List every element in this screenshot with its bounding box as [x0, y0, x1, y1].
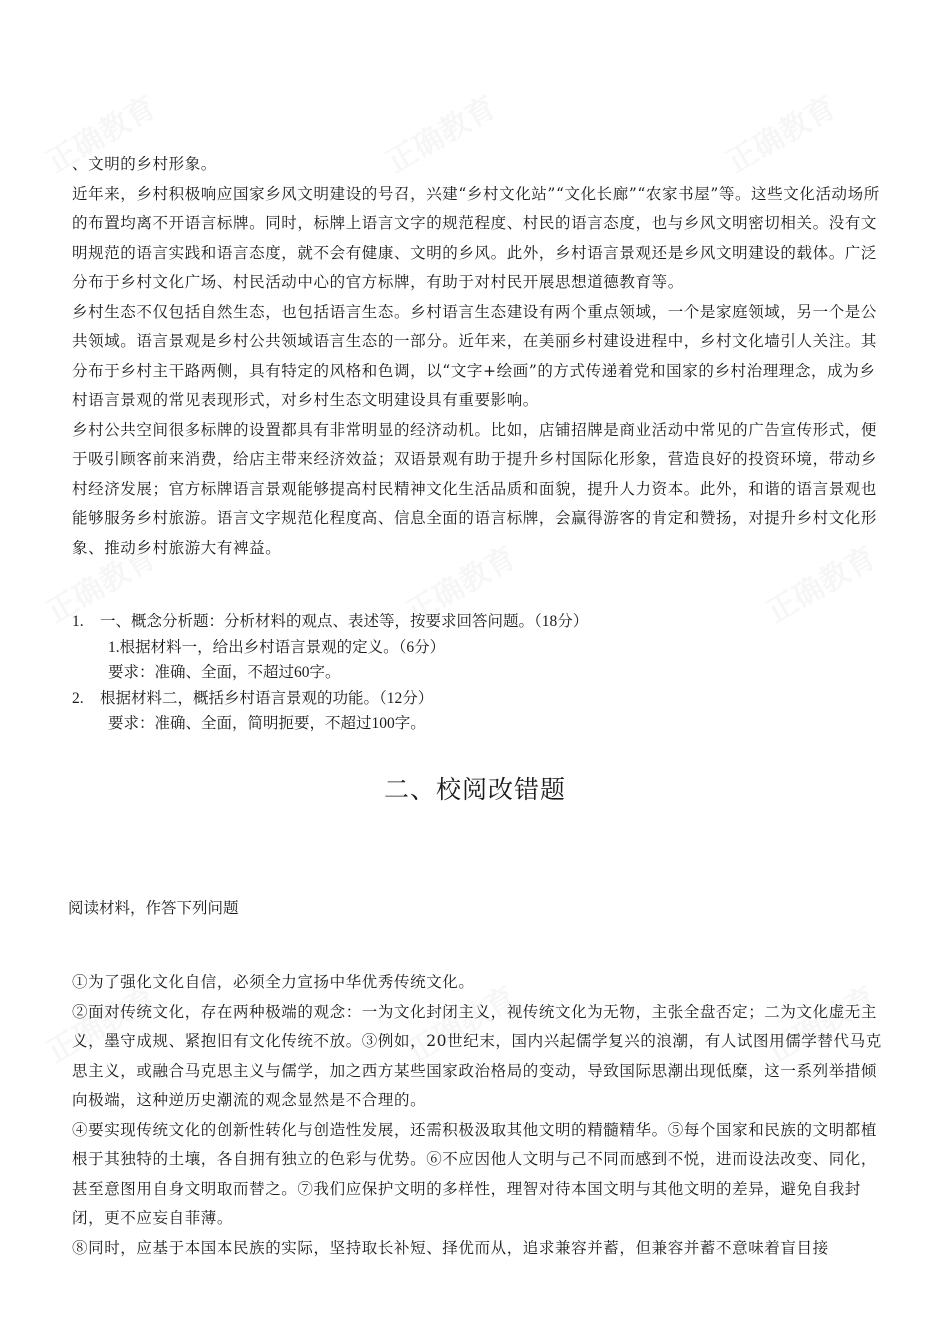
- question-title: 一、概念分析题：分析材料的观点、表述等，按要求回答问题。（18分）: [100, 613, 589, 630]
- question-number: 2.: [72, 689, 84, 707]
- paragraph: 近年来，乡村积极响应国家乡风文明建设的号召，兴建“乡村文化站”“文化长廊”“农家书屋”等。这些文化活动场所的布置均离不开语言标牌。同时，标牌上语言文字的规范程度、村民的语言态度，也与乡风文明密切相关。没有文明规范的语言实践和语言态度，就不会有健康、文明的乡风。此外，乡村语言景观还是乡风文明建设的载体。广泛分布于乡村文化广场、村民活动中心的官方标牌，有助于对村民开展思想道德教育等。: [72, 184, 880, 291]
- sub-question: 1.根据材料一，给出乡村语言景观的定义。（6分）: [108, 638, 446, 656]
- paragraph: 、文明的乡村形象。: [72, 155, 217, 173]
- paragraph: ⑧同时，应基于本国本民族的实际，坚持取长补短、择优而从，追求兼容并蓄，但兼容并蓄不意味着盲目接: [72, 1238, 829, 1257]
- question-list: [72, 609, 882, 737]
- passage-text: [72, 968, 882, 1263]
- paragraph: ④要实现传统文化的创新性转化与创造性发展，还需积极汲取其他文明的精髓精华。⑤每个国家和民族的文明都植根于其独特的土壤，各自拥有独立的色彩与优势。⑥不应因他人文明与己不同而感到不悦，进而设法改变、同化，甚至意图用自身文明取而替之。⑦我们应保护文明的多样性，理智对待本国文明与其他文明的差异，避免自我封闭，更不应妄自菲薄。: [72, 1120, 878, 1227]
- section-heading: 二、校阅改错题: [383, 777, 566, 804]
- instruction-text: 阅读材料，作答下列问题: [68, 900, 239, 917]
- question-title: 根据材料二，概括乡村语言景观的功能。（12分）: [100, 689, 434, 707]
- paragraph: ①为了强化文化自信，必须全力宣扬中华优秀传统文化。: [72, 973, 475, 991]
- requirement: 要求：准确、全面，不超过60字。: [108, 664, 341, 681]
- question-2: [72, 686, 882, 712]
- paragraph: 乡村公共空间很多标牌的设置都具有非常明显的经济动机。比如，店铺招牌是商业活动中常见的广告宣传形式，便于吸引顾客前来消费，给店主带来经济效益；双语景观有助于提升乡村国际化形象，营造良好的投资环境，带动乡村经济发展；官方标牌语言景观能够提高村民精神文化生活品质和面貌，提升人力资本。此外，和谐的语言景观也能够服务乡村旅游。语言文字规范化程度高、信息全面的语言标牌，会赢得游客的肯定和赞扬，对提升乡村文化形象、推动乡村旅游大有裨益。: [72, 420, 878, 557]
- material-text: [72, 150, 882, 563]
- paragraph: ②面对传统文化，存在两种极端的观念：一为文化封闭主义，视传统文化为无物，主张全盘否定；二为文化虚无主义，墨守成规、紧抱旧有文化传统不放。③例如，20世纪末，国内兴起儒学复兴的浪潮，有人试图用儒学替代马克思主义，或融合马克思主义与儒学，加之西方某些国家政治格局的变动，导致国际思潮出现低糜，这一系列举措倾向极端，这种逆历史潮流的观念显然是不合理的。: [72, 1002, 882, 1109]
- question-number: 1.: [72, 613, 84, 630]
- requirement: 要求：准确、全面，简明扼要，不超过100字。: [108, 715, 426, 732]
- question-1: [72, 609, 882, 635]
- paragraph: 乡村生态不仅包括自然生态，也包括语言生态。乡村语言生态建设有两个重点领域，一个是家庭领域，另一个是公共领域。语言景观是乡村公共领域语言生态的一部分。近年来，在美丽乡村建设进程中，乡村文化墙引人关注。其分布于乡村主干路两侧，具有特定的风格和色调，以“文字+绘画”的方式传递着党和国家的乡村治理理念，成为乡村语言景观的常见表现形式，对乡村生态文明建设具有重要影响。: [72, 302, 878, 409]
